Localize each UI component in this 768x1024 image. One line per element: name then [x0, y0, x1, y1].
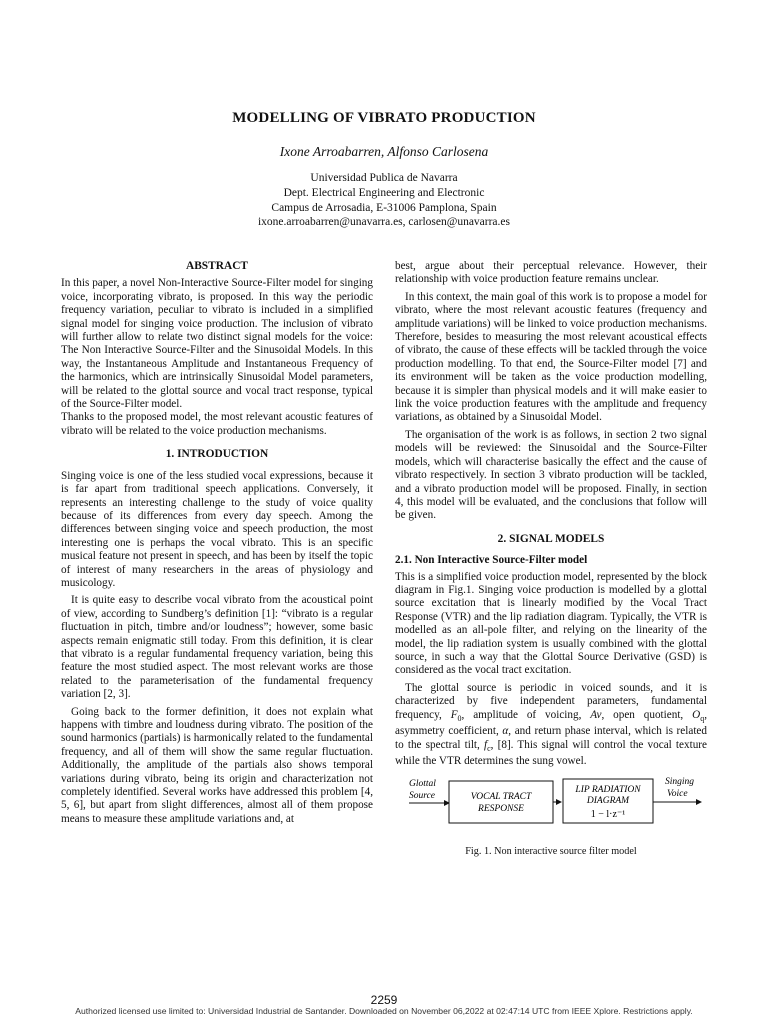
figure-1-block-diagram [395, 775, 707, 841]
abstract-heading: ABSTRACT [185, 260, 249, 272]
lip-radiation-formula: 1 − l·z⁻¹ [590, 808, 626, 820]
figure-1-caption: Fig. 1. Non interactive source filter model [465, 845, 637, 857]
subsection-heading: 2.1. Non Interactive Source-Filter model [395, 554, 588, 567]
paper-authors: Ixone Arroabarren, Alfonso Carlosena [279, 144, 489, 159]
lip-radiation-label-line2: DIAGRAM [586, 795, 630, 806]
license-footer: Authorized licensed use limited to: Universidad Industrial de Santander. Downloaded on November 06,2022 at 02:47:14 UTC from IEEE Xplore. Restrictions apply. [75, 1006, 693, 1016]
left-column [61, 260, 373, 826]
signal-models-paragraph-1: This is a simplified voice production model, represented by the block diagram in Fig.1. Singing voice production is modelled by a glottal source excitation that is linearly modified by the Vocal Tract Response (VTR) and the lip radiation diagram. Typically, the VTR is modelled as an all-pole filter, and relying on the linearity of the model, the lip radiation system is usually combined with the glottal source, in such a way that the Glottal Source Derivative (GSD) is considered as the vocal tract excitation. [395, 570, 707, 677]
abstract-paragraph-1: In this paper, a novel Non-Interactive Source-Filter model for singing voice, incorporating vibrato, is proposed. In this way the periodic frequency variation, peculiar to vibrato is included in a simplified signal model for singing voice production. The inclusion of vibrato will further allow to relate two distinct signal models for the voice: The Non Interactive Source-Filter and the Sinusoidal Models. In this way, the Instantaneous Amplitude and Instantaneous Frequency of the harmonics, which are intrinsically Sinusoidal Model parameters, will be related to the glottal source and vocal tract response, typical of the Source-Filter model. [61, 277, 373, 411]
singing-voice-label-line1: Singing [665, 776, 695, 787]
author-affiliation [0, 171, 768, 230]
right-column [395, 260, 707, 858]
block-diagram-svg [395, 775, 707, 841]
introduction-heading: 1. INTRODUCTION [165, 448, 269, 461]
page-number: 2259 [370, 993, 398, 1007]
vocal-tract-block [449, 781, 553, 823]
intro-paragraph-3: Going back to the former definition, it does not explain what happens with timbre and loudness during vibrato. The position of the sound harmonics (partials) is harmonically related to the fundamental frequency, and all of them will show the same regular fluctuation. Additionally, the amplitude of the partials also shows temporal variations during vibrato, being its origin and characterization not completely identified. Several works have addressed this problem [4, 5, 6], but apart from slight differences, almost all of them propose means to measure these amplitude variations and, at [61, 705, 373, 825]
signal-models-heading: 2. SIGNAL MODELS [497, 532, 605, 545]
intro-paragraph-4: best, argue about their perceptual relevance. However, their relationship with voice production feature remains unclear. [395, 260, 707, 286]
lip-radiation-label-line1: LIP RADIATION [575, 784, 641, 795]
affiliation-department: Dept. Electrical Engineering and Electronic [283, 186, 485, 199]
singing-voice-label-line2: Voice [667, 788, 688, 799]
intro-paragraph-5: In this context, the main goal of this work is to propose a model for vibrato, where the most relevant acoustic features (frequency and amplitude variations) will be linked to voice production mechanisms. Therefore, besides to measuring the most relevant acoustical effects of vibrato, the cause of these effects will be tackled through the voice production modelling. To that end, the Source-Filter model [7] and its environment will be taken as the voice production modelling, because it is simpler than physical models and it will make easier to link the voice production features with the amplitude and frequency variations, as obtained by a Sinusoidal Model. [395, 290, 707, 424]
intro-paragraph-1: Singing voice is one of the less studied vocal expressions, because it is far apart from traditional speech applications. Conversely, it represents an interesting challenge to the study of voice quality because of its differences from every day speech. Among the differences between singing voice and speech production, the most interesting one is perhaps the vocal vibrato. This is an specific musical feature not present in speech, and has been by itself the topic of interest of many researchers in the areas of physiology and musicology. [61, 469, 373, 589]
intro-paragraph-6: The organisation of the work is as follows, in section 2 two signal models will be reviewed: the Sinusoidal and the Source-Filter models, which will characterise basically the effect and the cause of vibrato respectively. In section 3 vibrato production will be tackled, and a vibrato production model will be proposed. Finally, in section 4, this model will be evaluated, and the conclusions that follow will be given. [395, 428, 707, 522]
vocal-tract-label-line2: RESPONSE [478, 803, 524, 814]
abstract-paragraph-2: Thanks to the proposed model, the most relevant acoustic features of vibrato will be related to the voice production mechanisms. [61, 411, 373, 437]
paper-title: MODELLING OF VIBRATO PRODUCTION [232, 110, 536, 126]
signal-models-paragraph-2: The glottal source is periodic in voiced sounds, and it is characterized by five independent parameters, fundamental frequency, $F_0$, amplitude of voicing, Av, open quotient, $O_q$, asymmetry coefficient, α, and return phase interval, which is related to the spectral tilt, $f_c$, [8]. This signal will control the vocal texture while the VTR determines the sung vowel. [395, 681, 707, 768]
affiliation-emails: ixone.arroabarren@unavarra.es, carlosen@unavarra.es [257, 216, 510, 229]
affiliation-address: Campus de Arrosadia, E-31006 Pamplona, Spain [271, 201, 497, 214]
vocal-tract-label-line1: VOCAL TRACT [470, 791, 532, 802]
glottal-source-label-line1: Glottal [409, 778, 436, 789]
glottal-source-label-line2: Source [409, 790, 436, 801]
affiliation-university: Universidad Publica de Navarra [310, 172, 458, 184]
intro-paragraph-2: It is quite easy to describe vocal vibrato from the acoustical point of view, according to Sundberg’s definition [1]: “vibrato is a regular fluctuation in pitch, timbre and/or loudness”; however, some basic aspects remain enigmatic still today. From this definition, it is clear that vibrato is a regular fundamental frequency variation, being this feature the most studied aspect. The most relevant works are those related to the parameterisation of the fundamental frequency variation [2, 3]. [61, 594, 373, 701]
